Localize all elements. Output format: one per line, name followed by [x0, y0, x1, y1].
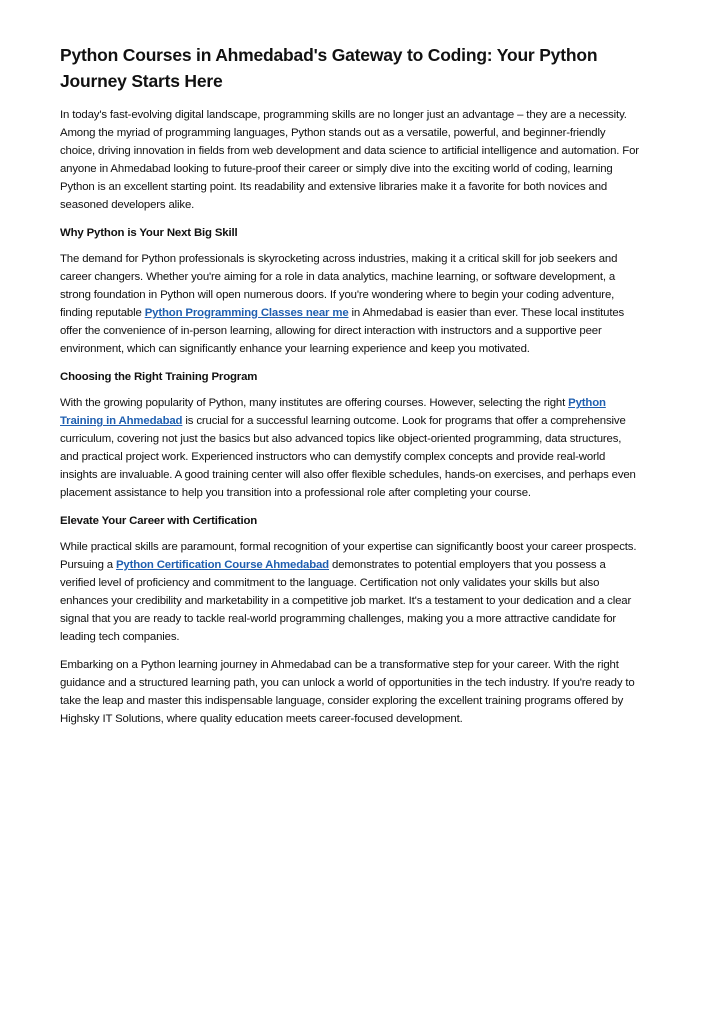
paragraph-text: The demand for Python professionals is skyrocketing across industries, making it a critical skill for job seekers and career changers. Whether you're aiming for a role in data analytics, machine learning, or software development, a strong foundation in Python will open numerous doors. If you're wondering where to begin your coding adventure, finding reputable: [60, 253, 618, 319]
paragraph-text: With the growing popularity of Python, many institutes are offering courses. However, selecting the right: [60, 397, 569, 409]
paragraph-text: in Ahmedabad is easier than ever. These local institutes offer the convenience of in-person learning, allowing for direct interaction with instructors and a supportive peer environment, which can significantly enhance your learning experience and keep you motivated.: [60, 307, 625, 355]
section-heading: Elevate Your Career with Certification: [60, 515, 258, 527]
paragraph-text: is crucial for a successful learning outcome. Look for programs that offer a comprehensive curriculum, covering not just the basics but also advanced topics like object-oriented programming, data structures, and practical project work. Experienced instructors who can demystify complex concepts and provide real-world insights are invaluable. A good training center will also offer flexible schedules, hands-on exercises, and perhaps even placement assistance to help you transition into a professional role after completing your course.: [60, 415, 636, 499]
section-why-python: [60, 224, 640, 358]
section-heading: Choosing the Right Training Program: [60, 371, 258, 383]
section-paragraph: [60, 538, 640, 646]
document-page: [60, 42, 640, 738]
section-heading: Why Python is Your Next Big Skill: [60, 227, 238, 239]
python-training-ahmedabad-link[interactable]: Python Training in Ahmedabad: [60, 397, 606, 427]
section-paragraph: [60, 250, 640, 358]
intro-paragraph: In today's fast-evolving digital landscape, programming skills are no longer just an advantage – they are a necessity. Among the myriad of programming languages, Python stands out as a versatile, powerful, and beginner-friendly choice, driving innovation in fields from web development and data science to artificial intelligence and automation. For anyone in Ahmedabad looking to future-proof their career or simply dive into the exciting world of coding, learning Python is an excellent starting point. Its readability and extensive libraries make it a favorite for both novices and seasoned developers alike.: [60, 109, 639, 211]
section-certification: [60, 512, 640, 646]
section-paragraph: [60, 394, 640, 502]
paragraph-text: demonstrates to potential employers that you possess a verified level of proficiency and commitment to the language. Certification not only validates your skills but also enhances your credibility and marketability in a competitive job market. It's a testament to your dedication and a clear signal that you are ready to tackle real-world programming challenges, making you a more attractive candidate for leading tech companies.: [60, 559, 632, 643]
section-choosing-program: [60, 368, 640, 502]
paragraph-text: While practical skills are paramount, formal recognition of your expertise can significantly boost your career prospects. Pursuing a: [60, 541, 637, 571]
python-certification-course-link[interactable]: Python Certification Course Ahmedabad: [115, 559, 329, 571]
python-programming-classes-link[interactable]: Python Programming Classes near me: [144, 307, 349, 319]
document-title: Python Courses in Ahmedabad's Gateway to Coding: Your Python Journey Starts Here: [60, 45, 598, 91]
conclusion-paragraph: Embarking on a Python learning journey in Ahmedabad can be a transformative step for your career. With the right guidance and a structured learning path, you can unlock a world of opportunities in the tech industry. If you're ready to take the leap and master this indispensable language, consider exploring the excellent training programs offered by Highsky IT Solutions, where quality education meets career-focused development.: [60, 659, 635, 725]
